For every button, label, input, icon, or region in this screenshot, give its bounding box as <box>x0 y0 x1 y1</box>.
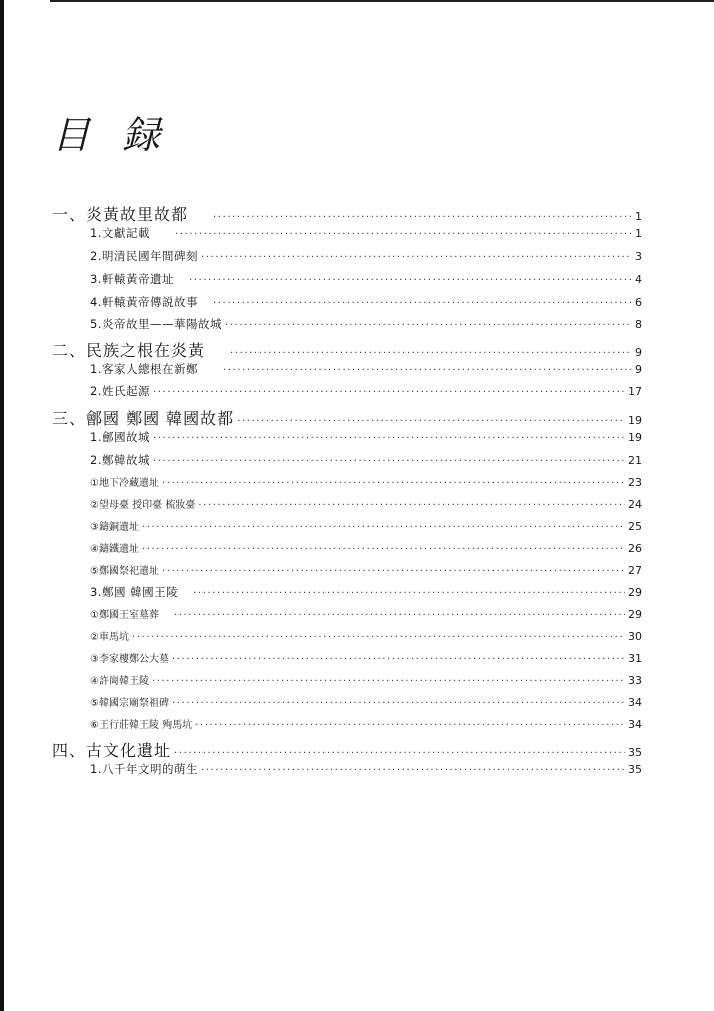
toc-entry-label: 2.鄭韓故城 <box>90 453 150 467</box>
toc-entry <box>52 628 642 643</box>
toc-entry-label: 4.軒轅黃帝傳説故事 <box>90 295 198 309</box>
dot-leader <box>142 522 625 533</box>
dot-leader <box>153 387 625 398</box>
title-char-1: 目 <box>52 113 91 157</box>
toc-entry-label: ②望母臺 授印臺 梳妝臺 <box>90 500 196 511</box>
toc-entry-page-number: 1 <box>635 227 642 240</box>
toc-entry-label: ①鄭國王室墓葬 <box>90 610 159 621</box>
title-char-2: 録 <box>122 113 161 157</box>
toc-entry <box>52 316 642 332</box>
dot-leader <box>189 275 632 286</box>
toc-entry <box>52 383 642 399</box>
toc-entry <box>52 496 642 511</box>
dot-leader <box>172 698 625 709</box>
toc-entry <box>52 225 642 241</box>
toc-entry-page-number: 27 <box>628 564 642 577</box>
dot-leader <box>201 765 625 776</box>
toc-entry <box>52 672 642 687</box>
dot-leader <box>193 588 625 599</box>
toc-entry <box>52 429 642 445</box>
toc-entry-page-number: 29 <box>628 586 642 599</box>
toc-entry-page-number: 9 <box>635 363 642 376</box>
toc-entry-page-number: 30 <box>628 630 642 643</box>
toc-entry-label: 2.姓氏起源 <box>90 384 150 398</box>
toc-entry-label: 1.文獻記載 <box>90 226 150 240</box>
dot-leader <box>223 365 632 376</box>
top-border-rule <box>50 0 714 2</box>
toc-entry-label: 3.鄭國 韓國王陵 <box>90 585 179 599</box>
toc-entry-label: ④許崗韓王陵 <box>90 676 149 687</box>
toc-entry <box>52 584 642 600</box>
toc-entry <box>52 761 642 777</box>
toc-entry-label: ②車馬坑 <box>90 632 129 643</box>
toc-entry-page-number: 34 <box>628 718 642 731</box>
dot-leader <box>132 632 625 643</box>
toc-entry-page-number: 1 <box>635 210 642 223</box>
toc-entry <box>52 518 642 533</box>
toc-entry-page-number: 34 <box>628 696 642 709</box>
toc-entry-page-number: 19 <box>628 414 642 427</box>
toc-entry-label: ③李家樓鄭公大墓 <box>90 654 169 665</box>
toc-entry <box>52 202 642 225</box>
toc-entry-label: 一、炎黃故里故都 <box>52 205 189 224</box>
toc-entry-page-number: 26 <box>628 542 642 555</box>
dot-leader <box>153 456 625 467</box>
toc-entry-page-number: 3 <box>635 250 642 263</box>
left-scan-edge <box>0 0 4 1011</box>
toc-entry-label: 1.鄶國故城 <box>90 430 150 444</box>
dot-leader <box>201 252 632 263</box>
toc-entry-label: 1.八千年文明的萌生 <box>90 762 198 776</box>
toc-entry-label: ⑤鄭國祭祀遺址 <box>90 566 159 577</box>
toc-entry <box>52 452 642 468</box>
toc-entry <box>52 474 642 489</box>
toc-entry-page-number: 21 <box>628 454 642 467</box>
dot-leader <box>153 433 625 444</box>
toc-entry <box>52 716 642 731</box>
dot-leader <box>174 610 625 621</box>
toc-entry <box>52 406 642 429</box>
toc-entry-label: ①地下冷藏遺址 <box>90 478 159 489</box>
toc-entry-label: 2.明清民國年間碑刻 <box>90 249 198 263</box>
dot-leader <box>225 320 632 331</box>
toc-entry <box>52 738 642 761</box>
dot-leader <box>174 748 625 759</box>
toc-entry-page-number: 33 <box>628 674 642 687</box>
toc-entry <box>52 540 642 555</box>
dot-leader <box>230 348 632 359</box>
toc-entry-page-number: 9 <box>635 346 642 359</box>
dot-leader <box>142 544 625 555</box>
toc-entry <box>52 248 642 264</box>
toc-entry-page-number: 23 <box>628 476 642 489</box>
toc-entry-label: 四、古文化遺址 <box>52 741 172 760</box>
toc-entry <box>52 361 642 377</box>
toc-entry-page-number: 29 <box>628 608 642 621</box>
toc-entry-page-number: 25 <box>628 520 642 533</box>
toc-entry-label: 三、鄶國 鄭國 韓國故都 <box>52 409 235 428</box>
toc-entry-label: ⑤韓國宗廟祭祖碑 <box>90 698 169 709</box>
toc-entry-page-number: 4 <box>635 273 642 286</box>
toc-entry-page-number: 8 <box>635 318 642 331</box>
toc-entry-page-number: 17 <box>628 385 642 398</box>
toc-entry <box>52 606 642 621</box>
toc-entry-label: 二、民族之根在炎黃 <box>52 341 206 360</box>
toc-entry-label: ⑥王行莊韓王陵 殉馬坑 <box>90 720 193 731</box>
dot-leader <box>162 566 625 577</box>
toc-entry <box>52 338 642 361</box>
toc-entry <box>52 650 642 665</box>
toc-entry-page-number: 31 <box>628 652 642 665</box>
toc-entry <box>52 294 642 310</box>
dot-leader <box>237 416 625 427</box>
dot-leader <box>213 212 632 223</box>
page-title <box>52 104 192 159</box>
dot-leader <box>172 654 625 665</box>
toc-entry-label: ③鑄銅遺址 <box>90 522 139 533</box>
dot-leader <box>213 298 632 309</box>
dot-leader <box>195 720 625 731</box>
dot-leader <box>162 478 625 489</box>
toc-entry <box>52 271 642 287</box>
toc-entry-page-number: 35 <box>628 746 642 759</box>
toc-entry <box>52 562 642 577</box>
toc-entry-label: 5.炎帝故里——華陽故城 <box>90 317 222 331</box>
toc-entry-page-number: 19 <box>628 431 642 444</box>
toc-entry-page-number: 24 <box>628 498 642 511</box>
toc-entry-label: ④鑄鐵遺址 <box>90 544 139 555</box>
dot-leader <box>152 676 625 687</box>
toc-entry <box>52 694 642 709</box>
dot-leader <box>198 500 625 511</box>
dot-leader <box>175 229 632 240</box>
toc-entry-page-number: 35 <box>628 763 642 776</box>
toc-entry-label: 1.客家人總根在新鄭 <box>90 362 198 376</box>
toc-entry-page-number: 6 <box>635 296 642 309</box>
toc-entry-label: 3.軒轅黃帝遺址 <box>90 272 174 286</box>
